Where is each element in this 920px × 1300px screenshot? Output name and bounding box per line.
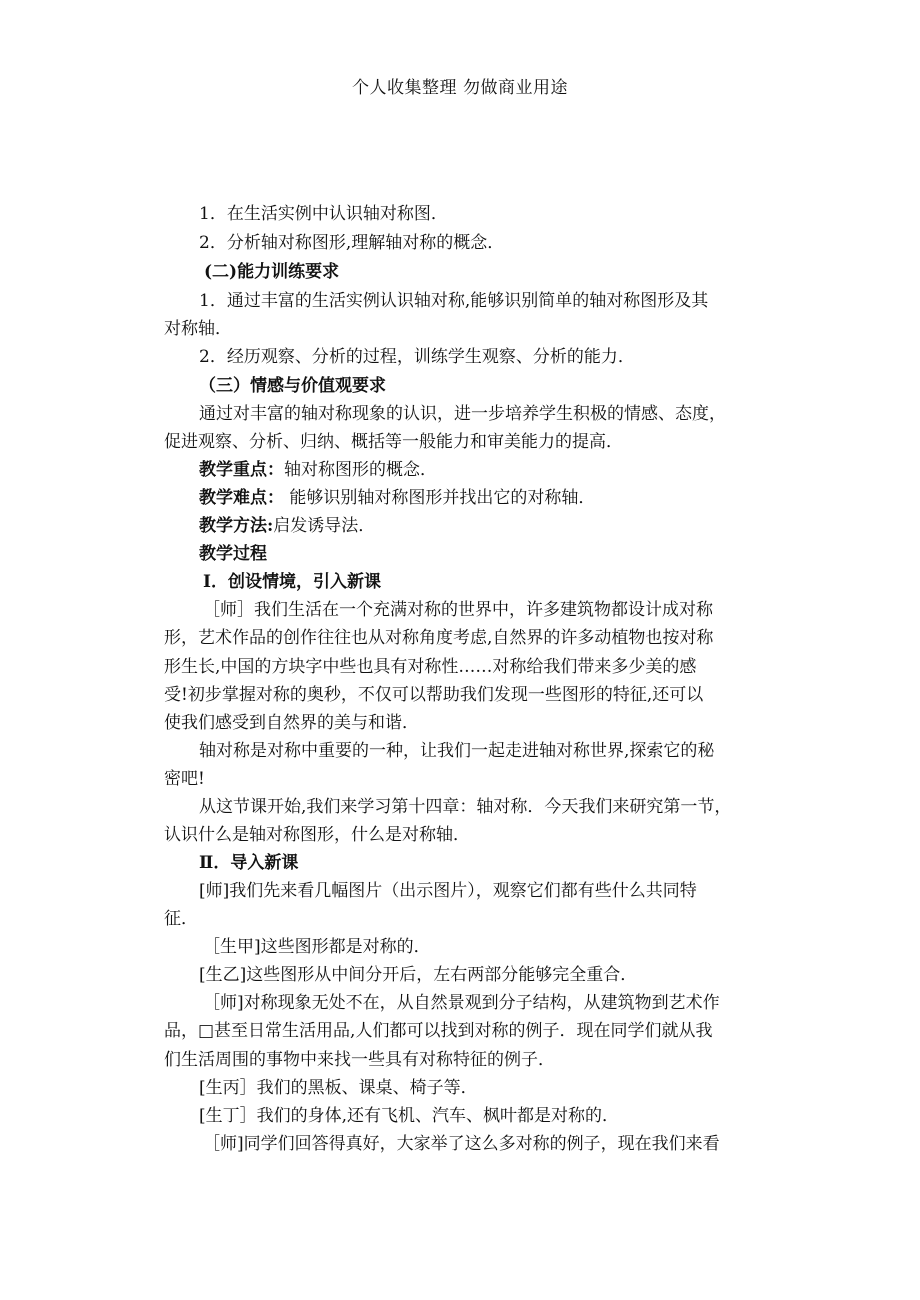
teaching-focus-text: 轴对称图形的概念． (284, 460, 437, 480)
part-1-para-2-line-1: 轴对称是对称中重要的一种，让我们一起走进轴对称世界,探索它的秘 (199, 741, 715, 761)
student-c-reply: [生丙］我们的黑板、课桌、椅子等． (199, 1078, 478, 1098)
part-2-teacher-3-line-1: ［师]同学们回答得真好，大家举了这么多对称的例子，现在我们来看 (203, 1134, 720, 1154)
emotion-line-1: 通过对丰富的轴对称现象的认识，进一步培养学生积极的情感、态度， (199, 404, 726, 424)
ability-2: 2．经历观察、分析的过程，训练学生观察、分析的能力． (199, 347, 635, 367)
part-1-para-1-line-4: 受!初步掌握对称的奥秒，不仅可以帮助我们发现一些图形的特征,还可以 (164, 685, 704, 705)
teaching-method-label: 教学方法: (199, 516, 274, 536)
ability-1-line-2: 对称轴． (164, 319, 232, 339)
teaching-difficulty-text: 能够识别轴对称图形并找出它的对称轴． (284, 488, 596, 508)
part-2-teacher-1-line-1: [师]我们先来看几幅图片（出示图片），观察它们都有些什么共同特 (199, 881, 697, 901)
teaching-difficulty-label: 教学难点： (199, 488, 284, 508)
section-emotion-heading: （三）情感与价值观要求 (199, 376, 386, 396)
part-1-para-1-line-2: 形，艺术作品的创作往往也从对称角度考虑,自然界的许多动植物也按对称 (164, 628, 714, 648)
part-1-heading: Ⅰ．创设情境，引入新课 (203, 572, 381, 592)
part-1-para-1-line-3: 形生长,中国的方块字中些也具有对称性……对称给我们带来多少美的感 (164, 657, 697, 677)
section-ability-heading: (二)能力训练要求 (204, 262, 340, 282)
part-2-teacher-1-line-2: 征． (164, 909, 198, 929)
part-2-teacher-2-line-2: 品，□甚至日常生活用品,人们都可以找到对称的例子．现在同学们就从我 (164, 1021, 713, 1041)
ability-1-line-1: 1．通过丰富的生活实例认识轴对称,能够识别简单的轴对称图形及其 (199, 291, 709, 311)
part-1-para-3-line-2: 认识什么是轴对称图形，什么是对称轴． (164, 825, 470, 845)
part-1-para-1-line-5: 使我们感受到自然界的美与和谐． (164, 713, 419, 733)
objective-1: 1．在生活实例中认识轴对称图． (199, 204, 448, 224)
teaching-process-heading: 教学过程 (199, 544, 267, 564)
page-header: 个人收集整理 勿做商业用途 (352, 78, 568, 98)
part-1-para-1-line-1: ［师］我们生活在一个充满对称的世界中，许多建筑物都设计成对称 (203, 600, 713, 620)
teaching-difficulty (199, 487, 809, 509)
student-d-reply: [生丁］我们的身体,还有飞机、汽车、枫叶都是对称的． (199, 1106, 620, 1126)
student-b-reply: [生乙]这些图形从中间分开后，左右两部分能够完全重合． (199, 965, 638, 985)
part-1-para-2-line-2: 密吧! (164, 769, 205, 789)
teaching-method (199, 515, 809, 537)
teaching-focus-label: 教学重点： (199, 460, 284, 480)
part-2-heading: Ⅱ．导入新课 (199, 853, 299, 873)
part-2-teacher-2-line-1: ［师]对称现象无处不在，从自然景观到分子结构，从建筑物到艺术作 (203, 993, 720, 1013)
emotion-line-2: 促进观察、分析、归纳、概括等一般能力和审美能力的提高． (164, 432, 623, 452)
teaching-focus (199, 459, 809, 481)
student-a-reply: ［生甲]这些图形都是对称的． (203, 937, 431, 957)
part-2-teacher-2-line-3: 们生活周围的事物中来找一些具有对称特征的例子． (164, 1050, 555, 1070)
objective-2: 2．分析轴对称图形,理解轴对称的概念． (199, 233, 505, 253)
teaching-method-text: 启发诱导法． (273, 516, 376, 536)
part-1-para-3-line-1: 从这节课开始,我们来学习第十四章：轴对称．今天我们来研究第一节， (199, 797, 732, 817)
